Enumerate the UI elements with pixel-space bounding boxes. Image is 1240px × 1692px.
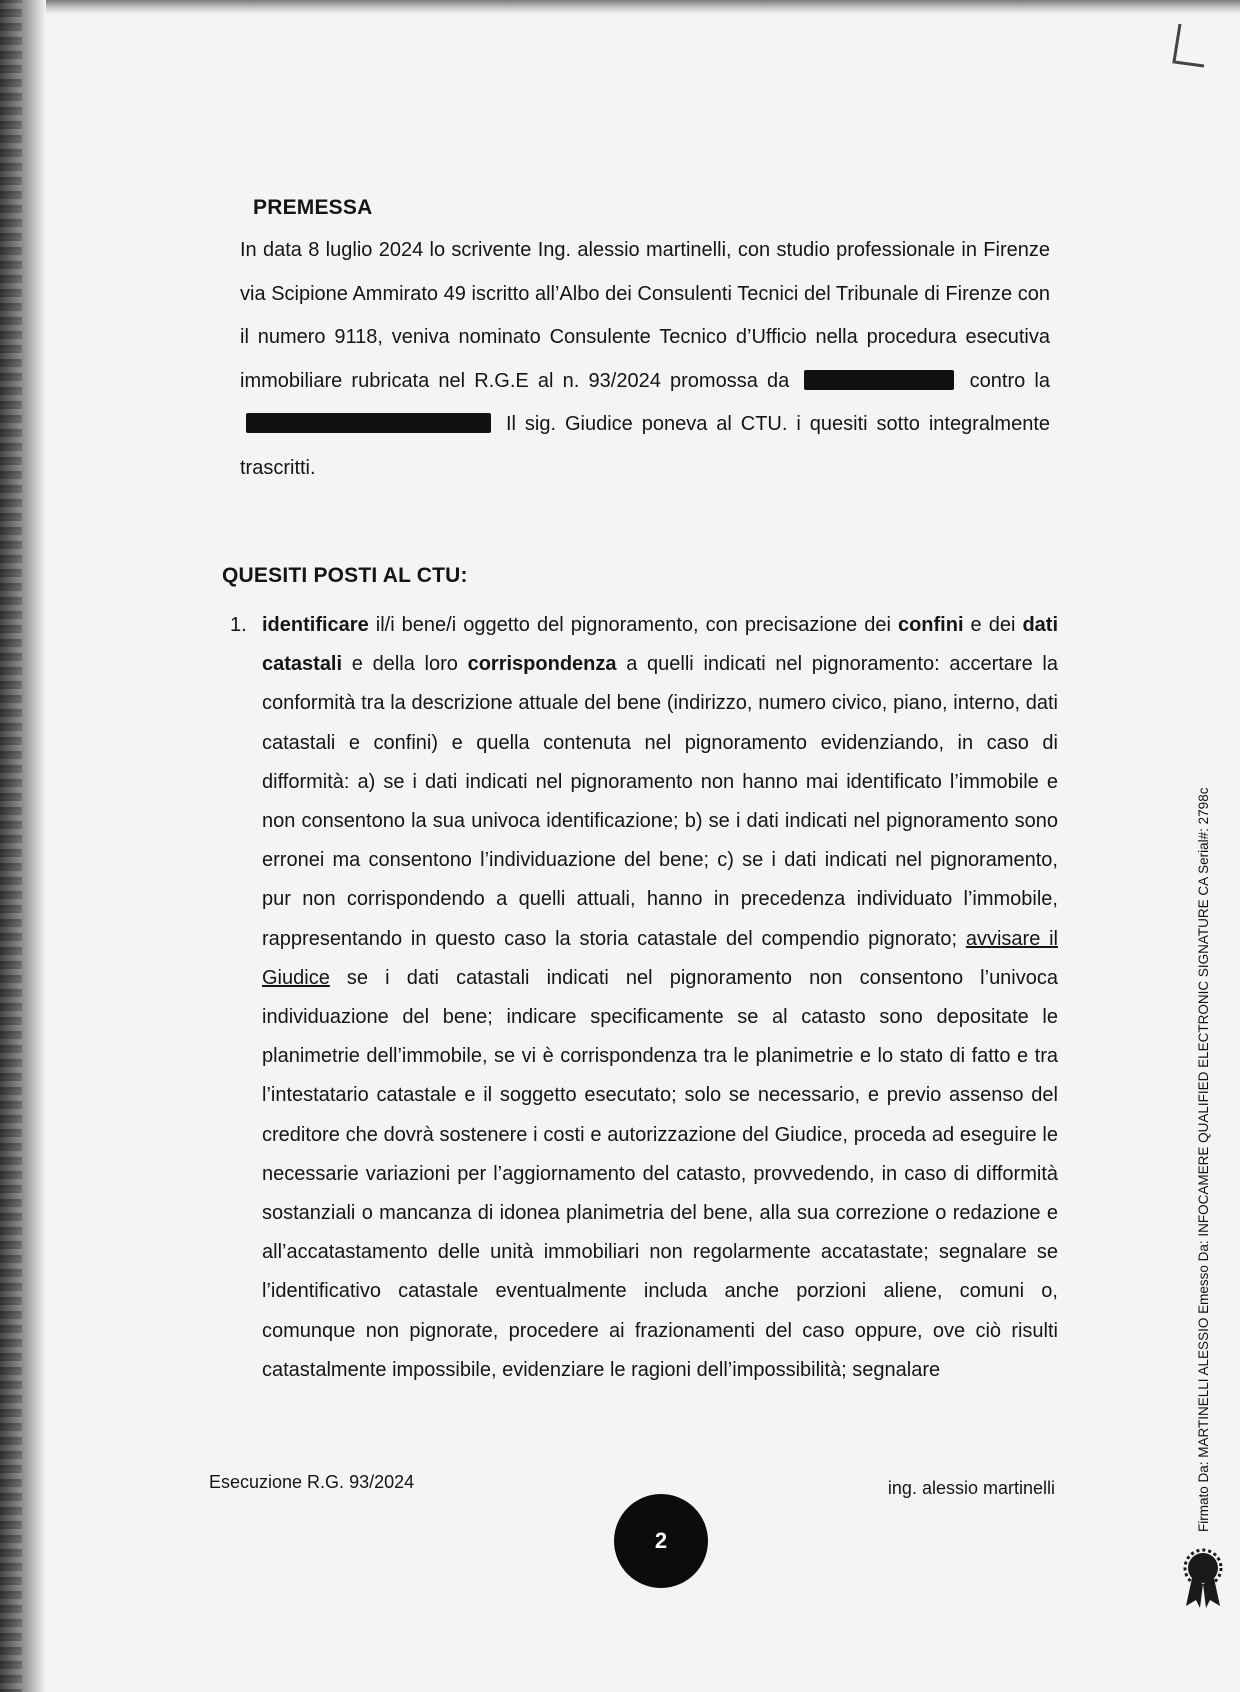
premessa-text-1: In data 8 luglio 2024 lo scrivente Ing. alessio martinelli, con studio professionale in Firenze via Scipione Ammirato 49 iscritto all’Albo dei Consulenti Tecnici del Tribunale di Firenze con il numero 9118, veniva nominato Consulente Tecnico d’Ufficio nella procedura esecutiva immobiliare rubricata nel R.G.E al n. 93/2024 promossa da <box>240 239 1050 392</box>
premessa-paragraph <box>240 229 1050 491</box>
premessa-text-3: Il sig. Giudice poneva al CTU. i quesiti sotto integralmente trascritti. <box>240 413 1050 479</box>
digital-signature-stamp: Firmato Da: MARTINELLI ALESSIO Emesso Da: INFOCAMERE QUALIFIED ELECTRONIC SIGNATURE CA Serial#: 2798c <box>1196 787 1211 1532</box>
item-keyword: confini <box>897 614 964 636</box>
item-keyword: dati catastali <box>262 614 1058 676</box>
item-keyword: corrispondenza <box>467 653 617 676</box>
page-number: 2 <box>614 1494 708 1588</box>
list-item-number: 1. <box>230 614 247 636</box>
footer-case-number: Esecuzione R.G. 93/2024 <box>209 1472 415 1492</box>
item-text: e della loro <box>342 653 468 676</box>
premessa-heading: PREMESSA <box>253 196 373 219</box>
quesiti-heading: QUESITI POSTI AL CTU: <box>222 564 468 587</box>
footer-author: ing. alessio martinelli <box>887 1478 1055 1498</box>
redaction-bar <box>804 370 954 390</box>
redaction-bar <box>246 413 491 433</box>
list-item-text <box>262 606 1058 1390</box>
item-text: se i dati catastali indicati nel pignoramento non consentono l’univoca individuazione del bene; indicare specificamente se al catasto sono depositate le planimetrie dell’immobile, se vi è corrispondenza tra le planimetrie e lo stato di fatto e tra l’intestatario catastale e il soggetto esecutato; solo se necessario, e previo assenso del creditore che dovrà sostenere i costi e autorizzazione del Giudice, proceda ad eseguire le necessarie variazioni per l’aggiornamento del catasto, provvedendo, in caso di difformità sostanziali o mancanza di idonea planimetria del bene, alla sua correzione o redazione e all’accatastamento delle unità immobiliari non regolarmente accatastate; segnalare se l’identificativo catastale eventualmente includa anche porzioni aliene, comuni o, comunque non pignorate, procedere ai frazionamenti del caso oppure, ove ciò risulti catastalmente impossibile, evidenziare le ragioni dell’impossibilità; segnalare <box>262 966 1058 1381</box>
item-text: e dei <box>963 614 1023 636</box>
item-text: il/i bene/i oggetto del pignoramento, con precisazione dei <box>368 614 898 636</box>
premessa-text-2: contro la <box>969 369 1050 392</box>
ribbon-seal-icon <box>1178 1548 1228 1610</box>
item-keyword: identificare <box>262 614 369 636</box>
item-underlined: avvisare il Giudice <box>262 927 1059 989</box>
item-text: a quelli indicati nel pignoramento: accertare la conformità tra la descrizione attuale del bene (indirizzo, numero civico, piano, interno, dati catastali e confini) e quella contenuta nel pignoramento evidenziando, in caso di difformità: a) se i dati indicati nel pignoramento non hanno mai identificato l’immobile e non consentono la sua univoca identificazione; b) se i dati indicati nel pignoramento sono erronei ma consentono l’individuazione del bene; c) se i dati indicati nel pignoramento, pur non corrispondendo a quelli attuali, hanno in precedenza individuato l’immobile, rappresentando in questo caso la storia catastale del compendio pignorato; <box>262 653 1058 950</box>
